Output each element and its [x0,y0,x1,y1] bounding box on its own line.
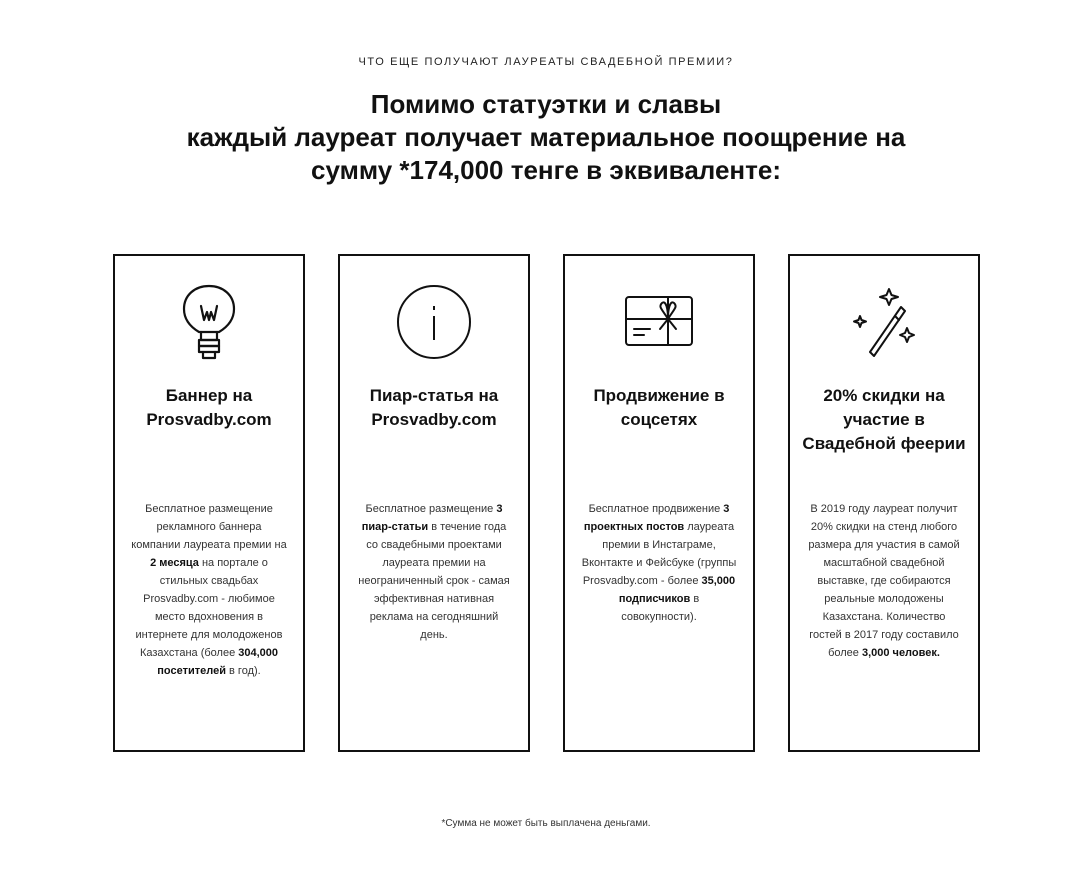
section-headline [146,88,946,187]
lightbulb-icon [115,280,303,364]
description-text: в год). [225,665,261,677]
benefit-card-pr-article [338,254,530,752]
benefit-card-social [563,254,755,752]
headline-line-2: каждый лауреат получает материальное поощрение на [186,122,906,152]
highlight-text: 35,000 подписчиков [618,575,736,605]
description-text: в течение года со свадебными проектами лауреата премии на неограниченный срок - самая эффективная нативная реклама на сегодняшний день. [358,521,510,641]
gift-card-icon [565,280,753,364]
highlight-text: 2 месяца [150,557,199,569]
card-description [131,500,287,680]
benefit-card-discount [788,254,980,752]
info-icon [340,280,528,364]
headline-line-3: сумму *174,000 тенге в эквиваленте: [311,155,781,185]
highlight-text: 3 пиар-статьи [361,503,503,533]
benefit-card-banner [113,254,305,752]
card-title: Продвижение в соцсетях [593,386,725,429]
description-text: Бесплатное размещение рекламного баннера компании лауреата премии на [131,503,287,551]
description-text: на портале о стильных свадьбах Prosvadby.com - любимое место вдохновения в интернете для молодоженов Казахстана (более [135,557,283,659]
footnote: *Сумма не может быть выплачена деньгами. [441,818,651,829]
highlight-text: 3,000 человек. [861,647,940,659]
description-text: в совокупности). [621,593,700,623]
card-description [356,500,512,644]
magic-wand-icon [790,280,978,364]
description-text: лауреата премии в Инстаграме, Вконтакте и Фейсбуке (группы Prosvadby.com - более [581,521,737,587]
card-title: Баннер на Prosvadby.com [146,386,272,429]
card-description [806,500,962,662]
description-text: В 2019 году лауреат получит 20% скидки на стенд любого размера для участия в самой масштабной свадебной выставке, где собираются реальные молодожены Казахстана. Количество гостей в 2017 году составило более [808,503,960,659]
headline-line-1: Помимо статуэтки и славы [370,89,722,119]
highlight-text: 3 проектных постов [583,503,730,533]
description-text: Бесплатное продвижение [588,503,724,515]
card-title: 20% скидки на участие в Свадебной феерии [802,386,966,453]
card-description [581,500,737,626]
highlight-text: 304,000 посетителей [157,647,279,677]
section-eyebrow: ЧТО ЕЩЕ ПОЛУЧАЮТ ЛАУРЕАТЫ СВАДЕБНОЙ ПРЕМИИ? [358,56,734,68]
card-title: Пиар-статья на Prosvadby.com [369,386,499,429]
description-text: Бесплатное размещение [365,503,497,515]
